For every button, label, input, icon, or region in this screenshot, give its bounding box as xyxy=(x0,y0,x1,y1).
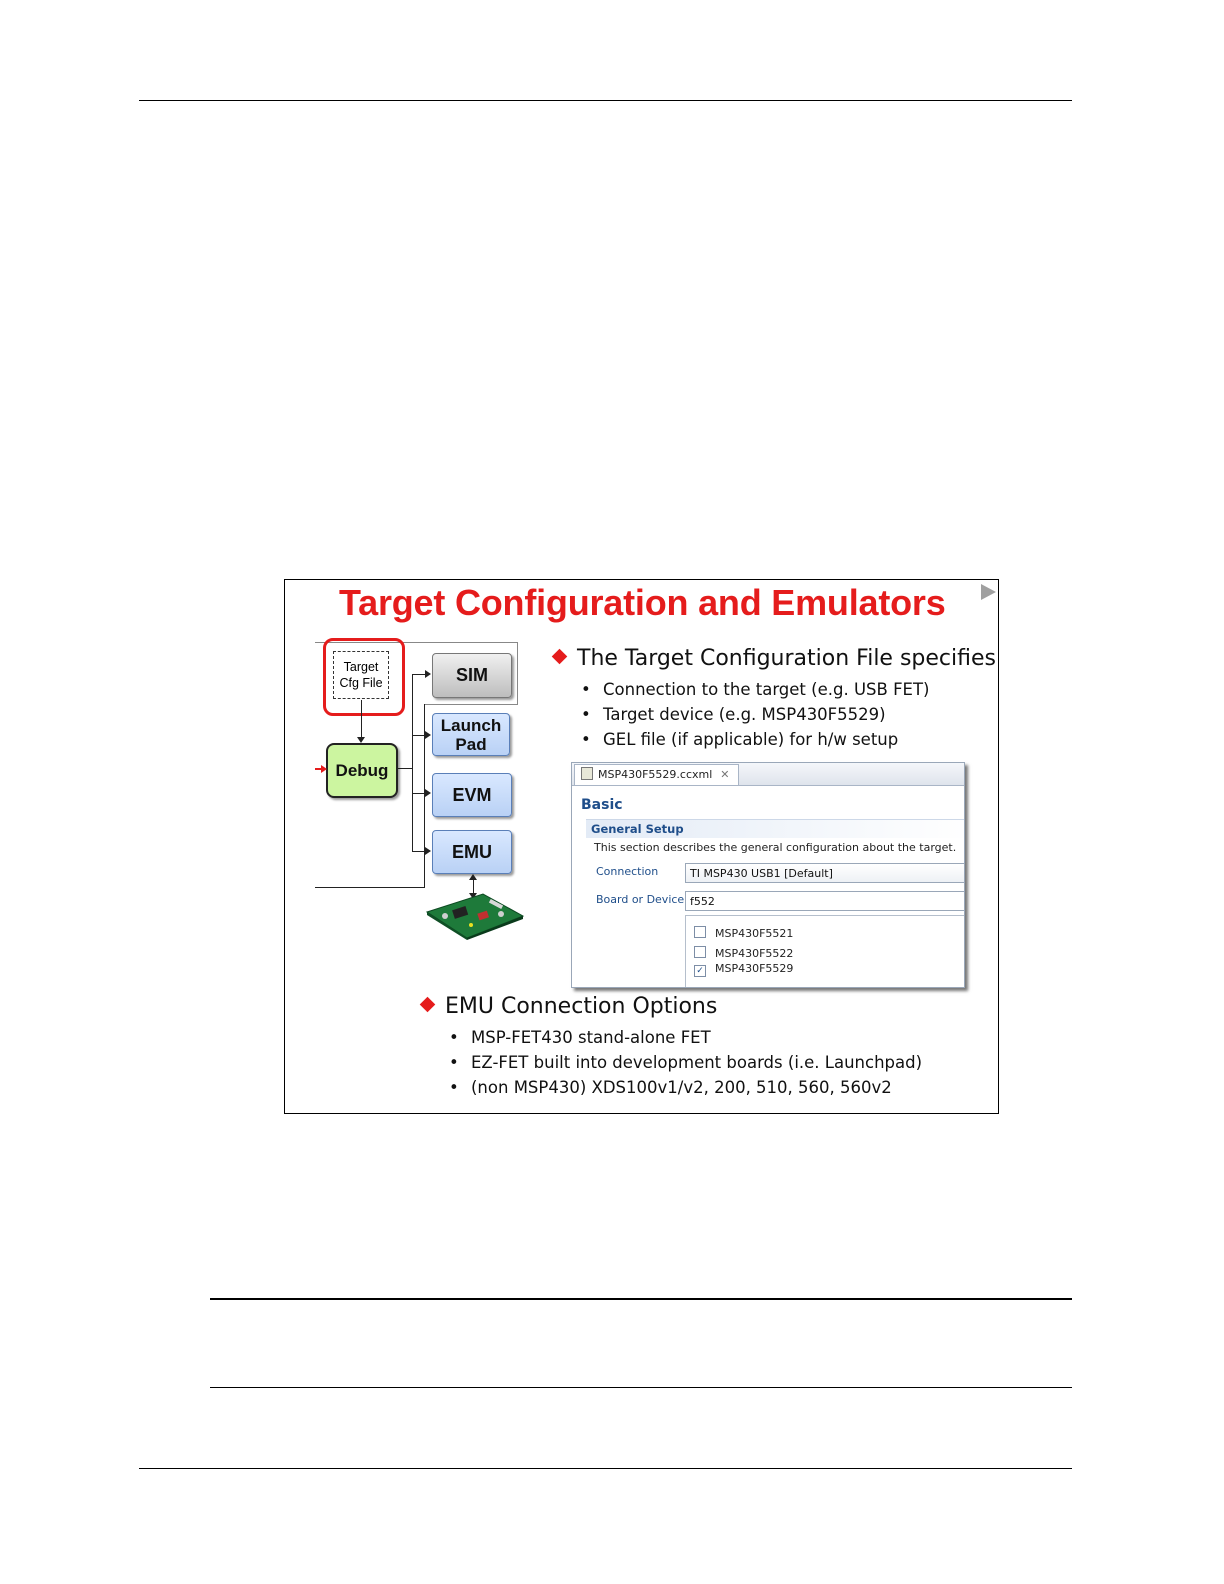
device-list-item[interactable] xyxy=(694,946,793,960)
slide-figure xyxy=(284,579,999,1114)
device-list-item[interactable] xyxy=(694,962,793,977)
frame-right-line xyxy=(517,642,518,704)
device-checkbox[interactable] xyxy=(694,926,706,938)
basic-heading: Basic xyxy=(581,797,623,813)
bullet2-item-text: (non MSP430) XDS100v1/v2, 200, 510, 560, 560v2 xyxy=(471,1078,892,1097)
bullet1-item: • GEL file (if applicable) for h/w setup xyxy=(581,730,899,749)
device-checkbox[interactable] xyxy=(694,946,706,958)
evm-box[interactable]: EVM xyxy=(432,773,512,817)
section-description: This section describes the general configuration about the target. xyxy=(594,841,957,854)
bus-line xyxy=(412,674,413,852)
target-cfg-line2: Cfg File xyxy=(339,676,383,690)
bus-emu-arrow xyxy=(425,847,431,855)
device-list-item[interactable] xyxy=(694,926,793,940)
cfg-to-debug-line xyxy=(361,700,362,738)
play-icon[interactable] xyxy=(981,584,996,600)
emu-board-arrow-up xyxy=(469,874,477,880)
close-icon[interactable]: ✕ xyxy=(720,768,730,781)
connection-select[interactable]: TI MSP430 USB1 [Default] xyxy=(685,863,965,883)
bus-sim-line xyxy=(412,674,426,675)
tab-ccxml-label: MSP430F5529.ccxml xyxy=(598,768,713,781)
bullet2-item: • EZ-FET built into development boards (i.e. Launchpad) xyxy=(449,1053,923,1072)
editor-tabbar xyxy=(572,763,964,786)
bus-evm-line xyxy=(412,793,426,794)
bus-launchpad-arrow xyxy=(425,731,431,739)
bullet-emu-options xyxy=(422,994,717,1019)
tab-ccxml[interactable] xyxy=(574,764,739,785)
bullet2-item-text: MSP-FET430 stand-alone FET xyxy=(471,1028,711,1047)
frame-inner-line xyxy=(425,704,518,705)
ccxml-editor-screenshot xyxy=(571,762,965,988)
debug-input-arrow xyxy=(321,765,327,773)
bullet2-item: • (non MSP430) XDS100v1/v2, 200, 510, 560, 560v2 xyxy=(449,1078,892,1097)
bullet1-item-text: GEL file (if applicable) for h/w setup xyxy=(603,730,899,749)
bullet-emu-options-text: EMU Connection Options xyxy=(445,994,718,1019)
bus-evm-arrow xyxy=(425,789,431,797)
sim-box[interactable]: SIM xyxy=(432,653,512,698)
launchpad-line2: Pad xyxy=(455,735,487,754)
footer-rule xyxy=(139,1468,1072,1469)
notes-bottom-rule xyxy=(210,1387,1072,1388)
bullet2-item-text: EZ-FET built into development boards (i.e. Launchpad) xyxy=(471,1053,923,1072)
bullet1-item: • Connection to the target (e.g. USB FET) xyxy=(581,680,930,699)
debug-box[interactable]: Debug xyxy=(326,743,398,798)
bullet-target-config-text: The Target Configuration File specifies xyxy=(577,646,996,671)
bullet1-item-text: Connection to the target (e.g. USB FET) xyxy=(603,680,930,699)
device-checkbox-checked[interactable]: ✓ xyxy=(694,965,706,977)
bus-emu-line xyxy=(412,851,426,852)
launchpad-box[interactable] xyxy=(432,713,510,756)
target-cfg-line1: Target xyxy=(343,660,379,674)
bullet-target-config xyxy=(554,646,996,671)
board-device-input[interactable]: f552 xyxy=(685,891,965,911)
bus-sim-arrow xyxy=(425,670,431,678)
diamond-bullet-icon xyxy=(552,649,568,665)
bullet2-item: • MSP-FET430 stand-alone FET xyxy=(449,1028,711,1047)
bullet1-item: • Target device (e.g. MSP430F5529) xyxy=(581,705,886,724)
device-list xyxy=(685,915,965,988)
emu-box[interactable]: EMU xyxy=(432,830,512,874)
diamond-bullet-icon xyxy=(420,997,436,1013)
debug-out-line xyxy=(397,768,413,769)
general-setup-section[interactable]: General Setup xyxy=(586,819,965,838)
notes-top-rule xyxy=(210,1298,1072,1300)
slide-title: Target Configuration and Emulators xyxy=(339,582,946,623)
bus-launchpad-line xyxy=(412,735,426,736)
device-name: MSP430F5522 xyxy=(715,947,794,960)
target-cfg-box[interactable] xyxy=(333,651,389,699)
device-name: MSP430F5529 xyxy=(715,962,794,975)
board-device-label: Board or Device xyxy=(596,893,685,906)
launchpad-line1: Launch xyxy=(440,716,502,735)
emulator-board-image xyxy=(423,892,525,940)
connection-label: Connection xyxy=(596,865,659,878)
bullet1-item-text: Target device (e.g. MSP430F5529) xyxy=(603,705,886,724)
device-name: MSP430F5521 xyxy=(715,927,794,940)
header-rule xyxy=(139,100,1072,101)
frame-bottom-line xyxy=(315,887,425,888)
ccxml-file-icon xyxy=(581,767,593,780)
